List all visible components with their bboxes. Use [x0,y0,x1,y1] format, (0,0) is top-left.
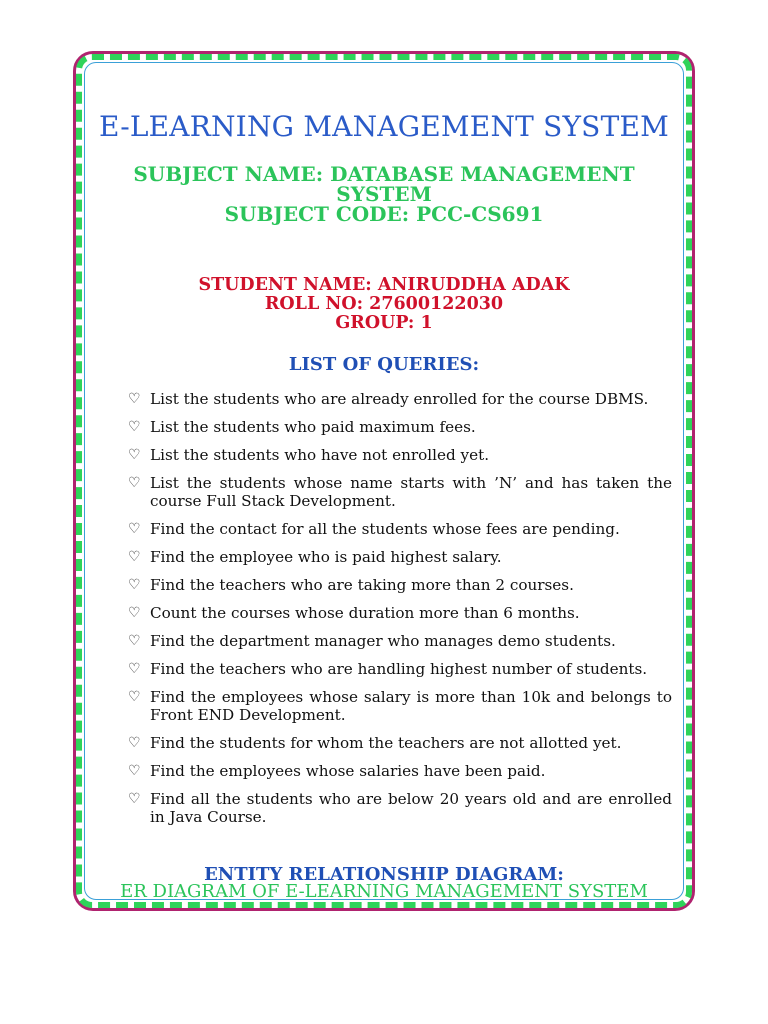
query-list [128,390,672,836]
roll-number: ROLL NO: 27600122030 [264,294,504,314]
query-item [128,660,672,678]
heart-outline-icon: ♡ [128,447,141,463]
heart-outline-icon: ♡ [128,735,141,751]
query-text: Count the courses whose duration more than 6 months. [150,604,580,622]
query-item [128,446,672,464]
group-number: GROUP: 1 [335,313,433,333]
query-text: Find the employees whose salary is more than 10k and belongs to Front END Development. [150,688,672,724]
query-item [128,762,672,780]
heart-outline-icon: ♡ [128,763,141,779]
query-text: Find the students for whom the teachers are not allotted yet. [150,734,622,752]
query-text: Find the employee who is paid highest salary. [150,548,502,566]
subject-name: SUBJECT NAME: DATABASE MANAGEMENT SYSTEM [133,162,635,206]
subject-block [100,164,668,224]
query-text: Find the employees whose salaries have been paid. [150,762,546,780]
query-item [128,418,672,436]
queries-heading: LIST OF QUERIES: [288,354,480,375]
student-name: STUDENT NAME: ANIRUDDHA ADAK [198,275,570,295]
query-item [128,474,672,510]
heart-outline-icon: ♡ [128,549,141,565]
query-item [128,632,672,650]
heart-outline-icon: ♡ [128,633,141,649]
subject-code: SUBJECT CODE: PCC-CS691 [224,202,544,226]
query-text: List the students who paid maximum fees. [150,418,476,436]
query-item [128,688,672,724]
query-item [128,390,672,408]
query-item [128,734,672,752]
heart-outline-icon: ♡ [128,475,141,491]
query-item [128,520,672,538]
heart-outline-icon: ♡ [128,521,141,537]
query-item [128,604,672,622]
query-text: List the students whose name starts with ’N’ and has taken the course Full Stack Development. [150,474,672,510]
heart-outline-icon: ♡ [128,605,141,621]
query-item [128,576,672,594]
query-text: Find all the students who are below 20 years old and are enrolled in Java Course. [150,790,672,826]
heart-outline-icon: ♡ [128,419,141,435]
heart-outline-icon: ♡ [128,791,141,807]
heart-outline-icon: ♡ [128,391,141,407]
erd-caption: ER DIAGRAM OF E-LEARNING MANAGEMENT SYSTEM [120,881,648,902]
query-item [128,790,672,826]
heart-outline-icon: ♡ [128,689,141,705]
query-text: Find the department manager who manages demo students. [150,632,616,650]
heart-outline-icon: ♡ [128,661,141,677]
query-text: List the students who are already enrolled for the course DBMS. [150,390,649,408]
erd-heading: ENTITY RELATIONSHIP DIAGRAM: [204,864,564,885]
query-text: Find the teachers who are taking more than 2 courses. [150,576,574,594]
query-text: Find the contact for all the students whose fees are pending. [150,520,620,538]
query-text: List the students who have not enrolled yet. [150,446,490,464]
query-item [128,548,672,566]
document-title: E-LEARNING MANAGEMENT SYSTEM [99,110,669,143]
query-text: Find the teachers who are handling highest number of students. [150,660,648,678]
heart-outline-icon: ♡ [128,577,141,593]
student-block [100,276,668,333]
